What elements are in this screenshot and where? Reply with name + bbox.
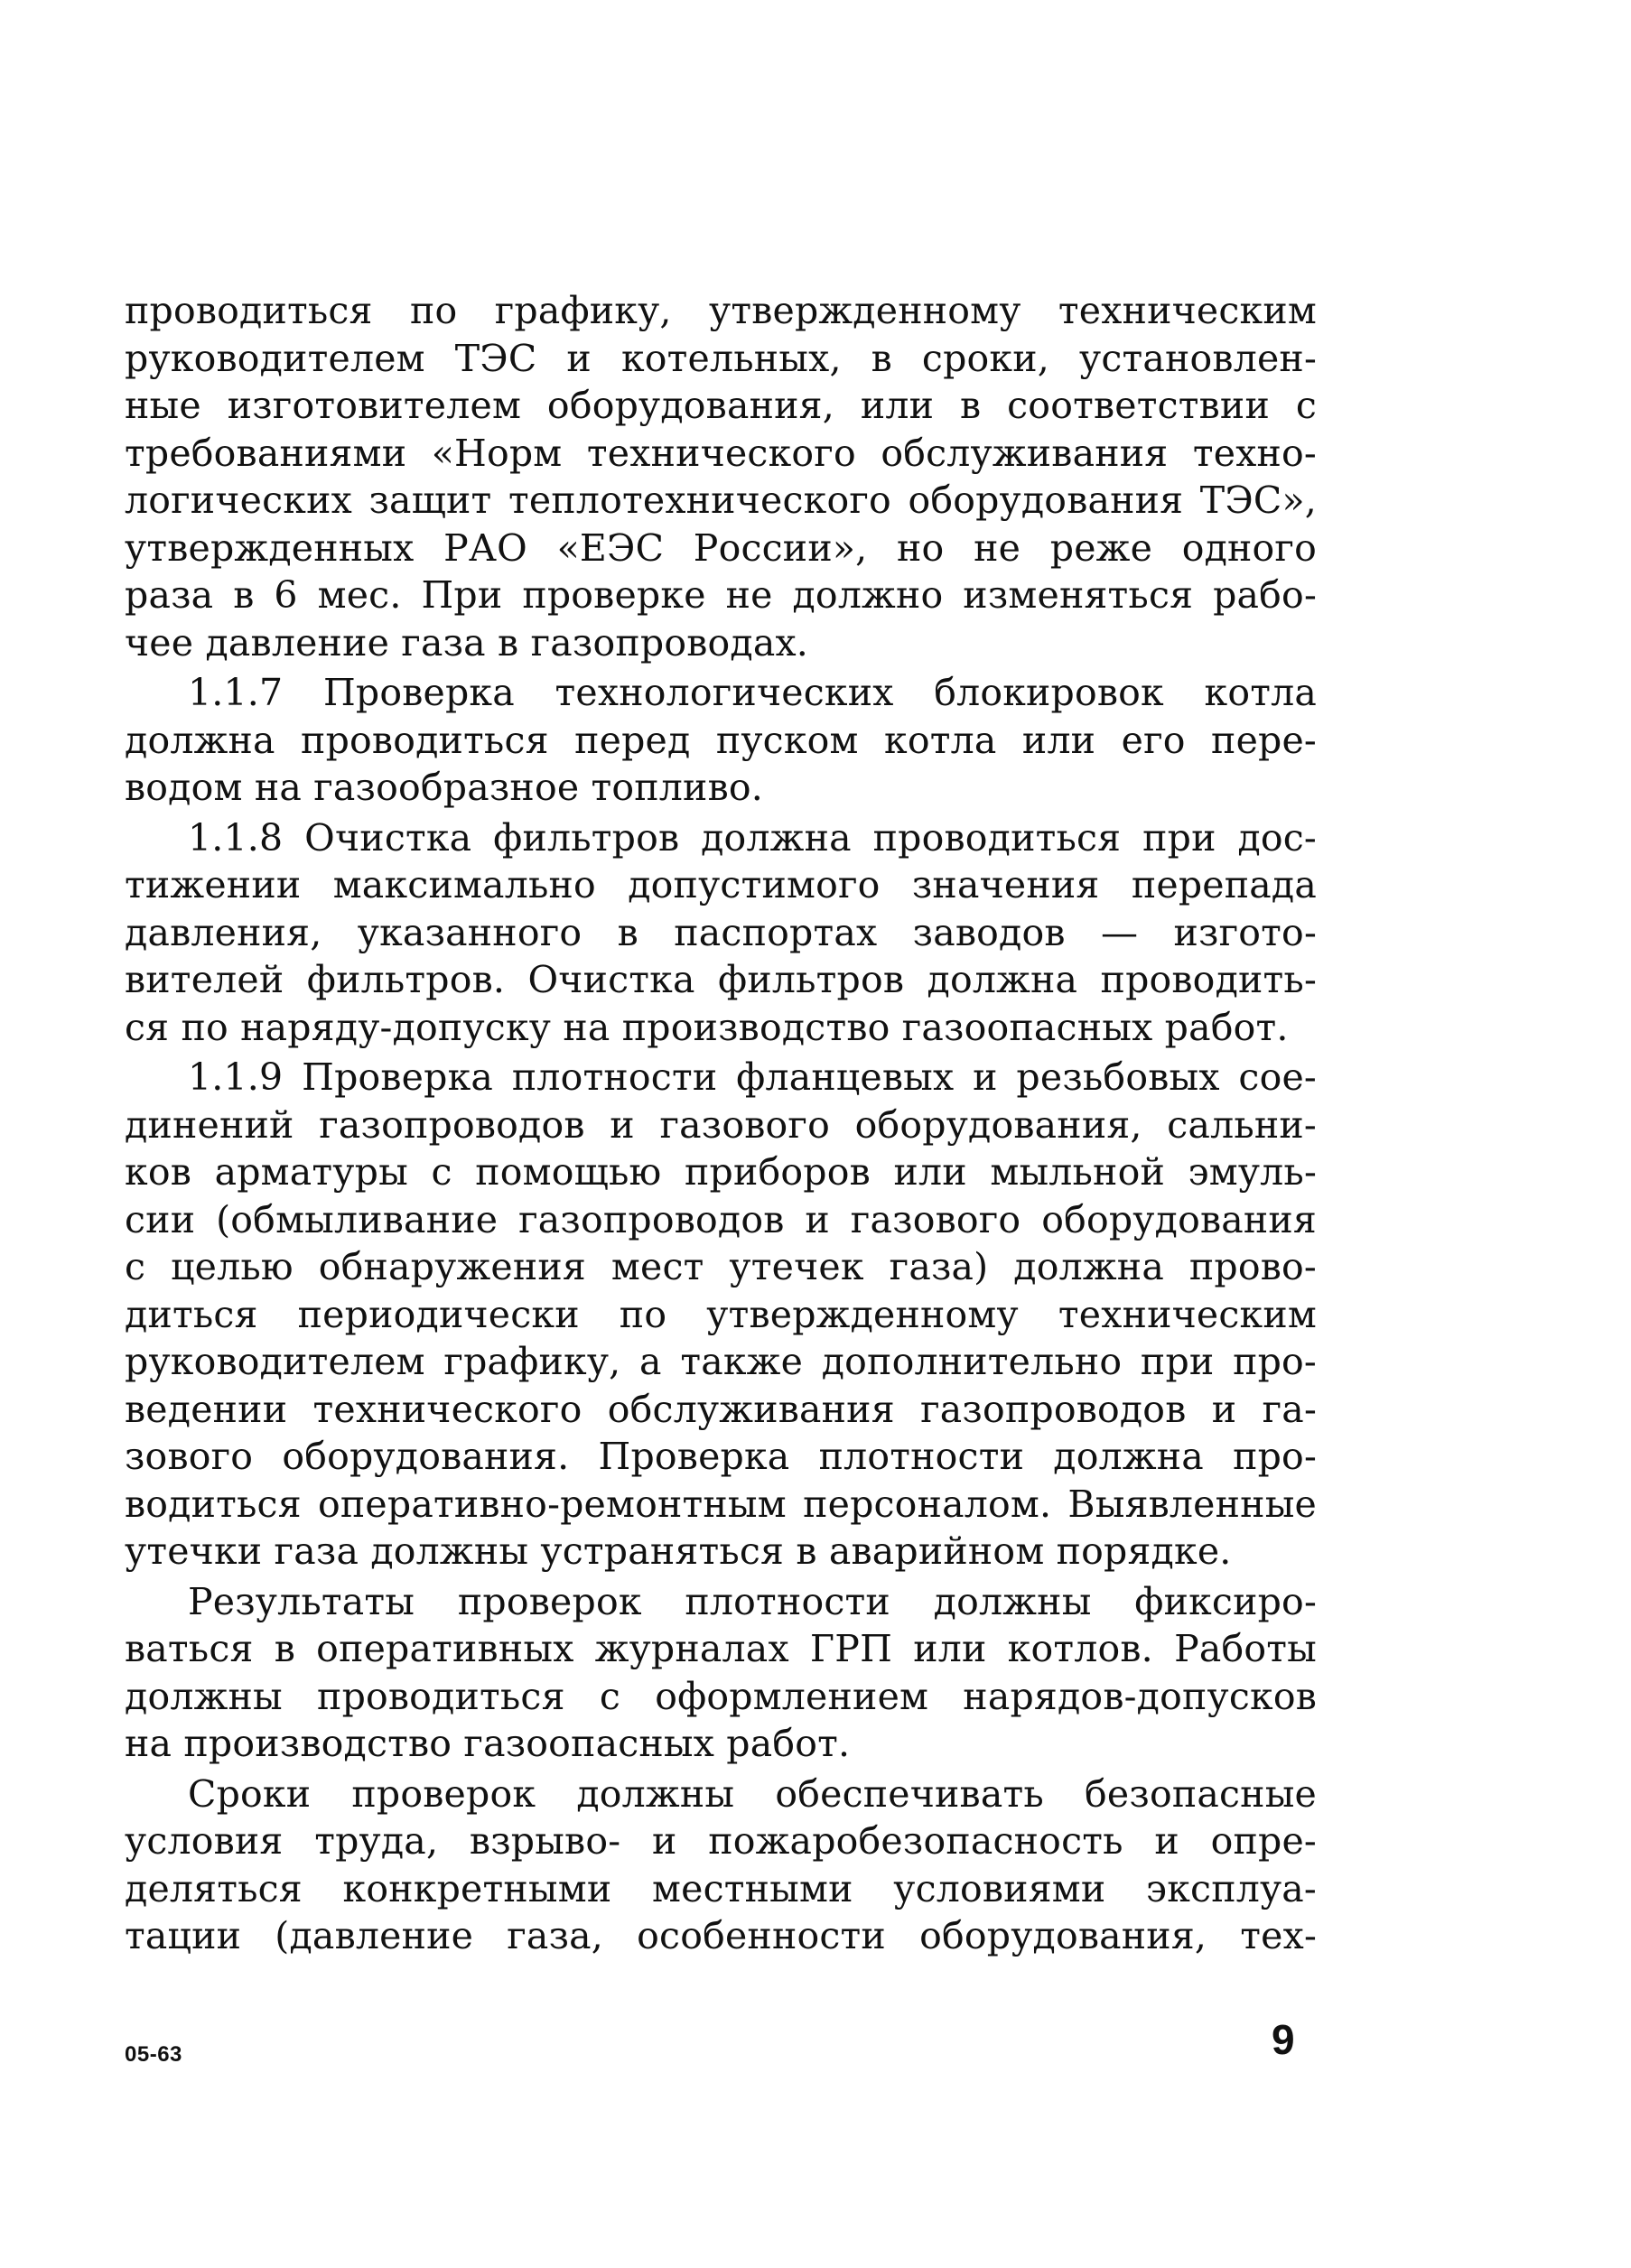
text-line: на производство газоопасных работ. (125, 1722, 851, 1765)
text-line: должна проводиться перед пуском котла или его пере- (125, 718, 1317, 762)
text-line: зового оборудования. Проверка плотности должна про- (125, 1435, 1317, 1478)
text-line: ведении технического обслуживания газопроводов и га- (125, 1387, 1317, 1431)
text-line: вителей фильтров. Очистка фильтров должна проводить- (125, 958, 1317, 1001)
document-code: 05-63 (125, 2042, 182, 2067)
text-line: водиться оперативно-ремонтным персоналом. Выявленные (125, 1482, 1317, 1526)
text-line: логических защит теплотехнического оборудования ТЭС», (125, 479, 1317, 522)
text-line: условия труда, взрыво- и пожаробезопасность и опре- (125, 1819, 1317, 1863)
paragraph-1-1-9-start: 1.1.9 Проверка плотности фланцевых и резьбовых сое- (188, 1055, 1317, 1099)
page-number: 9 (1272, 2016, 1295, 2063)
text-line: чее давление газа в газопроводах. (125, 620, 809, 665)
text-line: водом на газообразное топливо. (125, 766, 763, 809)
text-line: раза в 6 мес. При проверке не должно изменяться рабо- (125, 573, 1317, 617)
text-line: тижении максимально допустимого значения перепада (125, 863, 1317, 906)
paragraph-1-1-7-start: 1.1.7 Проверка технологических блокировок котла (188, 671, 1317, 714)
text-line: ваться в оперативных журналах ГРП или котлов. Работы (125, 1627, 1317, 1670)
text-line: ные изготовителем оборудования, или в соответствии с (125, 384, 1317, 427)
text-line: руководителем ТЭС и котельных, в сроки, установлен- (125, 336, 1317, 380)
text-line: динений газопроводов и газового оборудования, сальни- (125, 1102, 1317, 1147)
text-line: сии (обмыливание газопроводов и газового оборудования (125, 1197, 1317, 1241)
text-line: утвержденных РАО «ЕЭС России», но не реже одного (125, 525, 1317, 570)
paragraph-1-1-8-start: 1.1.8 Очистка фильтров должна проводиться при дос- (188, 815, 1317, 860)
paragraph-terms-start: Сроки проверок должны обеспечивать безопасные (188, 1771, 1317, 1816)
text-line: тации (давление газа, особенности оборудования, тех- (125, 1914, 1317, 1957)
text-line: ся по наряду-допуску на производство газоопасных работ. (125, 1005, 1289, 1049)
text-line: с целью обнаружения мест утечек газа) должна прово- (125, 1245, 1317, 1288)
text-line: утечки газа должны устраняться в аварийном порядке. (125, 1529, 1232, 1573)
text-line: требованиями «Норм технического обслуживания техно- (125, 431, 1317, 475)
text-line: деляться конкретными местными условиями эксплуа- (125, 1866, 1317, 1910)
text-line: руководителем графику, а также дополнительно при про- (125, 1340, 1317, 1383)
text-line: давления, указанного в паспортах заводов — изгото- (125, 910, 1317, 954)
text-line: диться периодически по утвержденному техническим (125, 1292, 1317, 1336)
text-line: ков арматуры с помощью приборов или мыльной эмуль- (125, 1150, 1317, 1194)
body-text (125, 287, 1317, 1960)
paragraph-results-start: Результаты проверок плотности должны фиксиро- (188, 1579, 1317, 1623)
text-line: должны проводиться с оформлением нарядов-допусков (125, 1674, 1317, 1718)
text-line: проводиться по графику, утвержденному техническим (125, 289, 1317, 332)
